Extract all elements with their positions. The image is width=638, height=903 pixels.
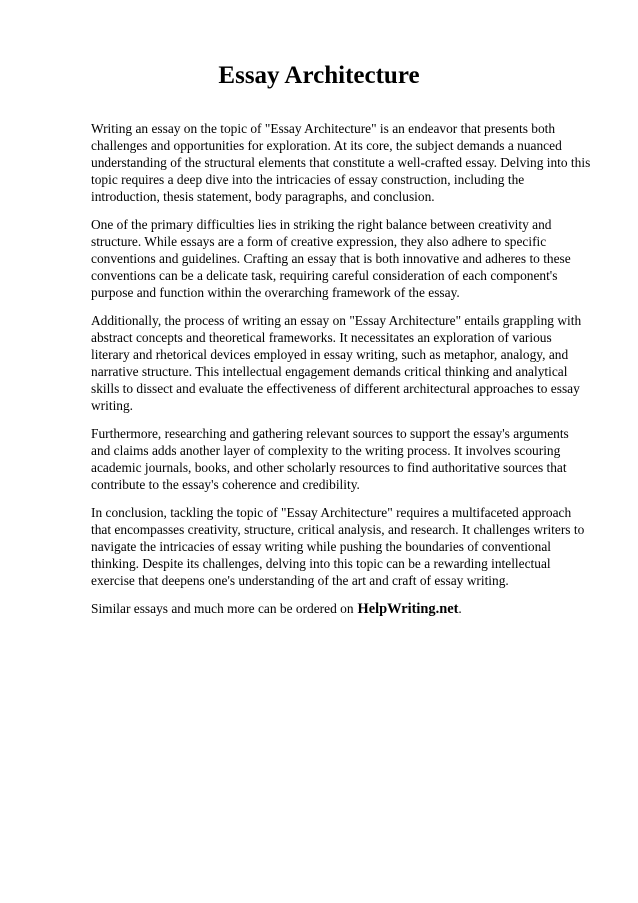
document-title: Essay Architecture <box>218 62 420 89</box>
helpwriting-link[interactable]: HelpWriting.net <box>357 601 459 617</box>
document-body <box>91 120 591 618</box>
paragraph-4: Furthermore, researching and gathering relevant sources to support the essay's arguments and claims adds another layer of complexity to the writing process. It involves scouring academic journals, books, and other scholarly resources to find authoritative sources that contribute to the essay's coherence and credibility. <box>91 426 569 492</box>
order-notice-suffix: . <box>458 601 462 616</box>
paragraph-2: One of the primary difficulties lies in striking the right balance between creativity and structure. While essays are a form of creative expression, they also adhere to specific conventions and guidelines. Crafting an essay that is both innovative and adheres to these conventions can be a delicate task, requiring careful consideration of each component's purpose and function within the overarching framework of the essay. <box>91 217 571 300</box>
paragraph-5: In conclusion, tackling the topic of "Essay Architecture" requires a multifaceted approach that encompasses creativity, structure, critical analysis, and research. It challenges writers to navigate the intricacies of essay writing while pushing the boundaries of conventional thinking. Despite its challenges, delving into this topic can be a rewarding intellectual exercise that deepens one's understanding of the art and craft of essay writing. <box>91 505 585 588</box>
paragraph-1: Writing an essay on the topic of "Essay Architecture" is an endeavor that presents both challenges and opportunities for exploration. At its core, the subject demands a nuanced understanding of the structural elements that constitute a well-crafted essay. Delving into this topic requires a deep dive into the intricacies of essay construction, including the introduction, thesis statement, body paragraphs, and conclusion. <box>91 121 591 204</box>
order-notice <box>91 600 591 618</box>
paragraph-3: Additionally, the process of writing an essay on "Essay Architecture" entails grappling with abstract concepts and theoretical frameworks. It necessitates an exploration of various literary and rhetorical devices employed in essay writing, such as metaphor, analogy, and narrative structure. This intellectual engagement demands critical thinking and analytical skills to dissect and evaluate the effectiveness of different architectural approaches to essay writing. <box>91 313 582 413</box>
order-notice-text: Similar essays and much more can be ordered on <box>91 601 354 616</box>
